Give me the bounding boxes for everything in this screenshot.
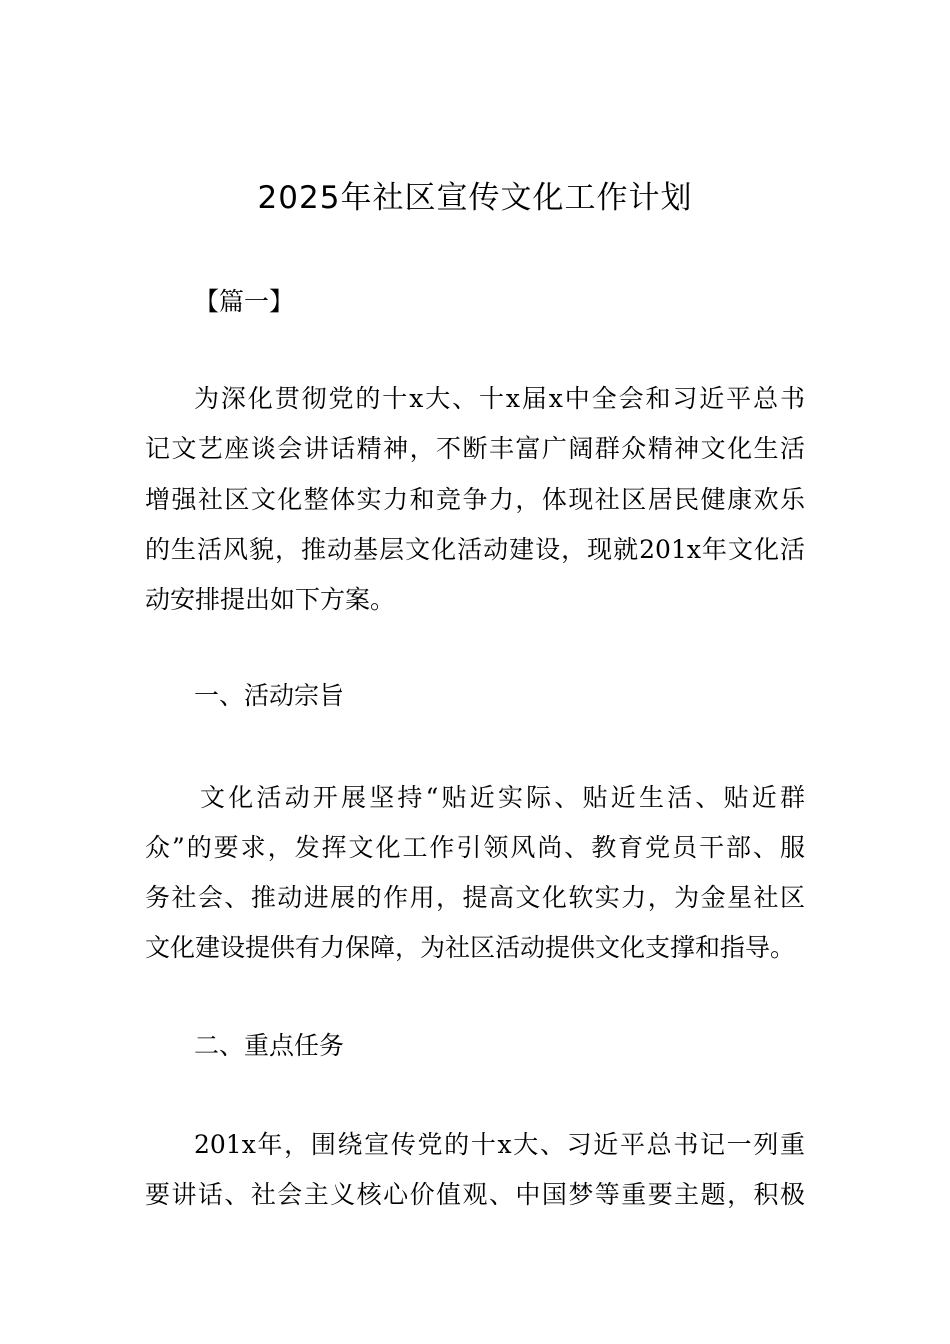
section-heading-tasks: 二、重点任务 xyxy=(194,1031,345,1060)
document-title: 2025年社区宣传文化工作计划 xyxy=(257,180,693,216)
purpose-line: 务社会、推动进展的作用，提高文化软实力，为金星社区 xyxy=(145,883,805,912)
purpose-line: 文化活动开展坚持“贴近实际、贴近生活、贴近群 xyxy=(200,783,805,812)
tasks-line: 201x年，围绕宣传党的十x大、习近平总书记一列重 xyxy=(194,1130,805,1159)
section-marker: 【篇一】 xyxy=(194,287,295,316)
intro-line: 的生活风貌，推动基层文化活动建设，现就201x年文化活 xyxy=(145,535,805,564)
intro-line: 记文艺座谈会讲话精神，不断丰富广阔群众精神文化生活 xyxy=(145,434,805,463)
purpose-line: 众”的要求，发挥文化工作引领风尚、教育党员干部、服 xyxy=(145,833,805,862)
section-heading-purpose: 一、活动宗旨 xyxy=(194,681,345,710)
tasks-line: 要讲话、社会主义核心价值观、中国梦等重要主题，积极 xyxy=(145,1180,805,1209)
purpose-line: 文化建设提供有力保障，为社区活动提供文化支撑和指导。 xyxy=(145,933,796,962)
intro-line: 增强社区文化整体实力和竞争力，体现社区居民健康欢乐 xyxy=(145,485,805,514)
intro-line: 为深化贯彻党的十x大、十x届x中全会和习近平总书 xyxy=(194,384,805,413)
intro-line: 动安排提出如下方案。 xyxy=(145,585,396,614)
